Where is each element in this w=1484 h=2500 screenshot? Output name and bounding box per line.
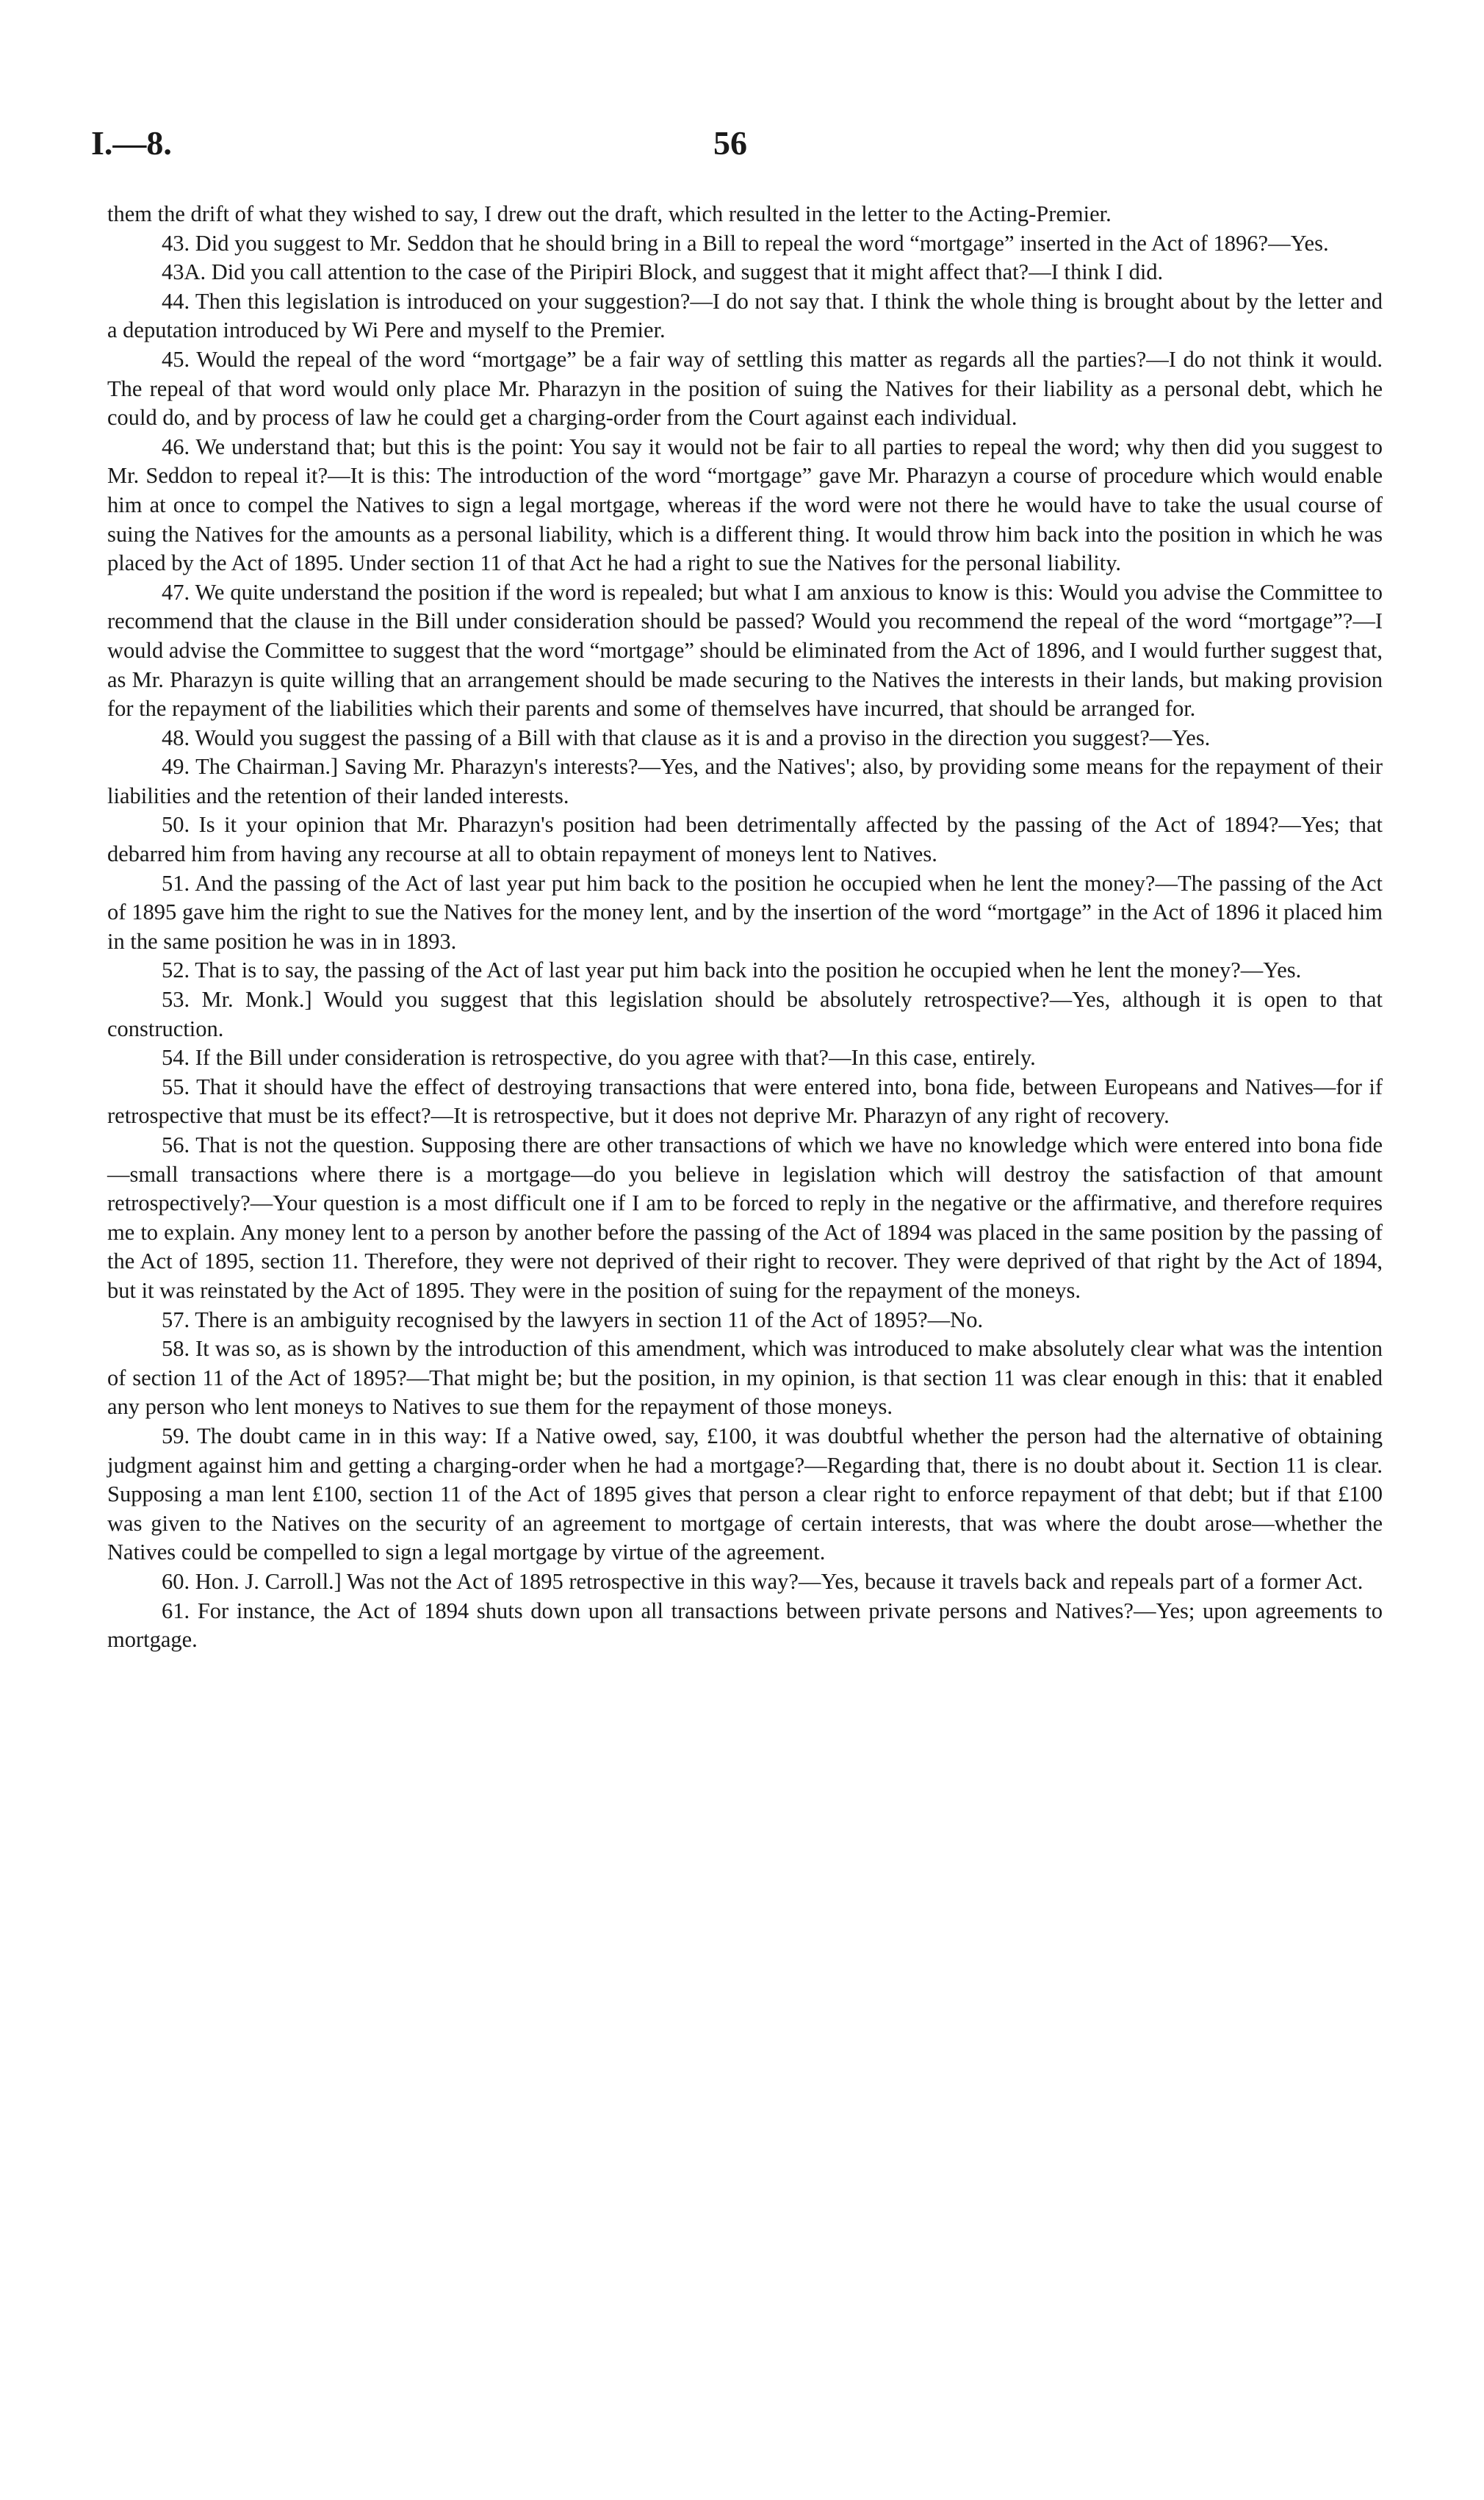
question-59: 59. The doubt came in in this way: If a Native owed, say, £100, it was doubtful whether the person had the alternative of obtaining judgment against him and getting a charging-order when he had a mortgage?—Regarding that, there is no doubt about it. Section 11 is clear. Supposing a man lent £100, section 11 of the Act of 1895 gives that person a clear right to enforce repayment of that debt; but if that £100 was given to the Natives on the security of an agreement to mortgage of certain interests, that was where the doubt arose—whether the Natives could be compelled to sign a legal mortgage by virtue of the agreement.	[107, 1423, 1383, 1565]
question-61: 61. For instance, the Act of 1894 shuts down upon all transactions between private persons and Natives?—Yes; upon agreements to mortgage.	[107, 1598, 1383, 1653]
page-header	[91, 123, 1369, 175]
question-54: 54. If the Bill under consideration is retrospective, do you agree with that?—In this case, entirely.	[162, 1045, 1036, 1071]
question-47: 47. We quite understand the position if the word is repealed; but what I am anxious to know is this: Would you advise the Committee to recommend that the clause in the Bill under consideration should be passed? Would you recommend the repeal of the word “mortgage”?—I would advise the Committee to suggest that the word “mortgage” should be eliminated from the Act of 1896, and I would further suggest that, as Mr. Pharazyn is quite willing that an arrangement should be made securing to the Natives the interests in their lands, but making provision for the repayment of the liabilities which their parents and some of themselves have incurred, that should be arranged for.	[107, 579, 1383, 722]
question-49: 49. The Chairman.] Saving Mr. Pharazyn's interests?—Yes, and the Natives'; also, by providing some means for the repayment of their liabilities and the retention of their landed interests.	[107, 754, 1383, 808]
parliamentary-paper-reference: I.—8.	[91, 124, 172, 162]
question-51: 51. And the passing of the Act of last year put him back to the position he occupied when he lent the money?—The passing of the Act of 1895 gave him the right to sue the Natives for the money lent, and by the insertion of the word “mortgage” in the Act of 1896 it placed him in the same position he was in in 1893.	[107, 870, 1383, 954]
question-43: 43. Did you suggest to Mr. Seddon that he should bring in a Bill to repeal the word “mortgage” inserted in the Act of 1896?—Yes.	[162, 230, 1329, 256]
page-number: 56	[713, 124, 747, 162]
question-45: 45. Would the repeal of the word “mortgage” be a fair way of settling this matter as regards all the parties?—I do not think it would. The repeal of that word would only place Mr. Pharazyn in the position of suing the Natives for their liability as a personal debt, which he could do, and by process of law he could get a charging-order from the Court against each individual.	[107, 346, 1383, 431]
page-body	[107, 200, 1383, 1655]
question-58: 58. It was so, as is shown by the introduction of this amendment, which was introduced to make absolutely clear what was the intention of section 11 of the Act of 1895?—That might be; but the position, in my opinion, is that section 11 was clear enough in this: that it enabled any person who lent moneys to Natives to sue them for the repayment of those moneys.	[107, 1336, 1383, 1420]
question-60: 60. Hon. J. Carroll.] Was not the Act of 1895 retrospective in this way?—Yes, because it travels back and repeals part of a former Act.	[162, 1568, 1364, 1594]
question-52: 52. That is to say, the passing of the Act of last year put him back into the position he occupied when he lent the money?—Yes.	[162, 958, 1302, 983]
question-56: 56. That is not the question. Supposing there are other transactions of which we have no knowledge which were entered into bona fide—small transactions where there is a mortgage—do you believe in legislation which will destroy the satisfaction of that amount retrospectively?—Your question is a most difficult one if I am to be forced to reply in the negative or the affirmative, and therefore requires me to explain. Any money lent to a person by another before the passing of the Act of 1894 was placed in the same position by the passing of the Act of 1895, section 11. Therefore, they were not deprived of their right to recover. They were deprived of that right by the Act of 1894, but it was reinstated by the Act of 1895. They were in the position of suing for the repayment of the moneys.	[107, 1132, 1383, 1303]
question-53: 53. Mr. Monk.] Would you suggest that this legislation should be absolutely retrospective?—Yes, although it is open to that construction.	[107, 987, 1383, 1041]
paragraph-continuation: them the drift of what they wished to say, I drew out the draft, which resulted in the letter to the Acting-Premier.	[107, 201, 1112, 226]
question-55: 55. That it should have the effect of destroying transactions that were entered into, bona fide, between Europeans and Natives—for if retrospective that must be its effect?—It is retrospective, but it does not deprive Mr. Pharazyn of any right of recovery.	[107, 1074, 1383, 1129]
question-57: 57. There is an ambiguity recognised by the lawyers in section 11 of the Act of 1895?—No.	[162, 1307, 984, 1332]
question-50: 50. Is it your opinion that Mr. Pharazyn's position had been detrimentally affected by the passing of the Act of 1894?—Yes; that debarred him from having any recourse at all to obtain repayment of moneys lent to Natives.	[107, 812, 1383, 867]
question-46: 46. We understand that; but this is the point: You say it would not be fair to all parties to repeal the word; why then did you suggest to Mr. Seddon to repeal it?—It is this: The introduction of the word “mortgage” gave Mr. Pharazyn a course of procedure which would enable him at once to compel the Natives to sign a legal mortgage, whereas if the word were not there he would have to take the usual course of suing the Natives for the amounts as a personal liability, which is a different thing. It would throw him back into the position in which he was placed by the Act of 1895. Under section 11 of that Act he had a right to sue the Natives for the personal liability.	[107, 434, 1383, 576]
question-44: 44. Then this legislation is introduced on your suggestion?—I do not say that. I think the whole thing is brought about by the letter and a deputation introduced by Wi Pere and myself to the Premier.	[107, 288, 1383, 343]
question-48: 48. Would you suggest the passing of a Bill with that clause as it is and a proviso in the direction you suggest?—Yes.	[162, 725, 1211, 750]
question-43a: 43A. Did you call attention to the case of the Piripiri Block, and suggest that it might affect that?—I think I did.	[162, 259, 1164, 285]
